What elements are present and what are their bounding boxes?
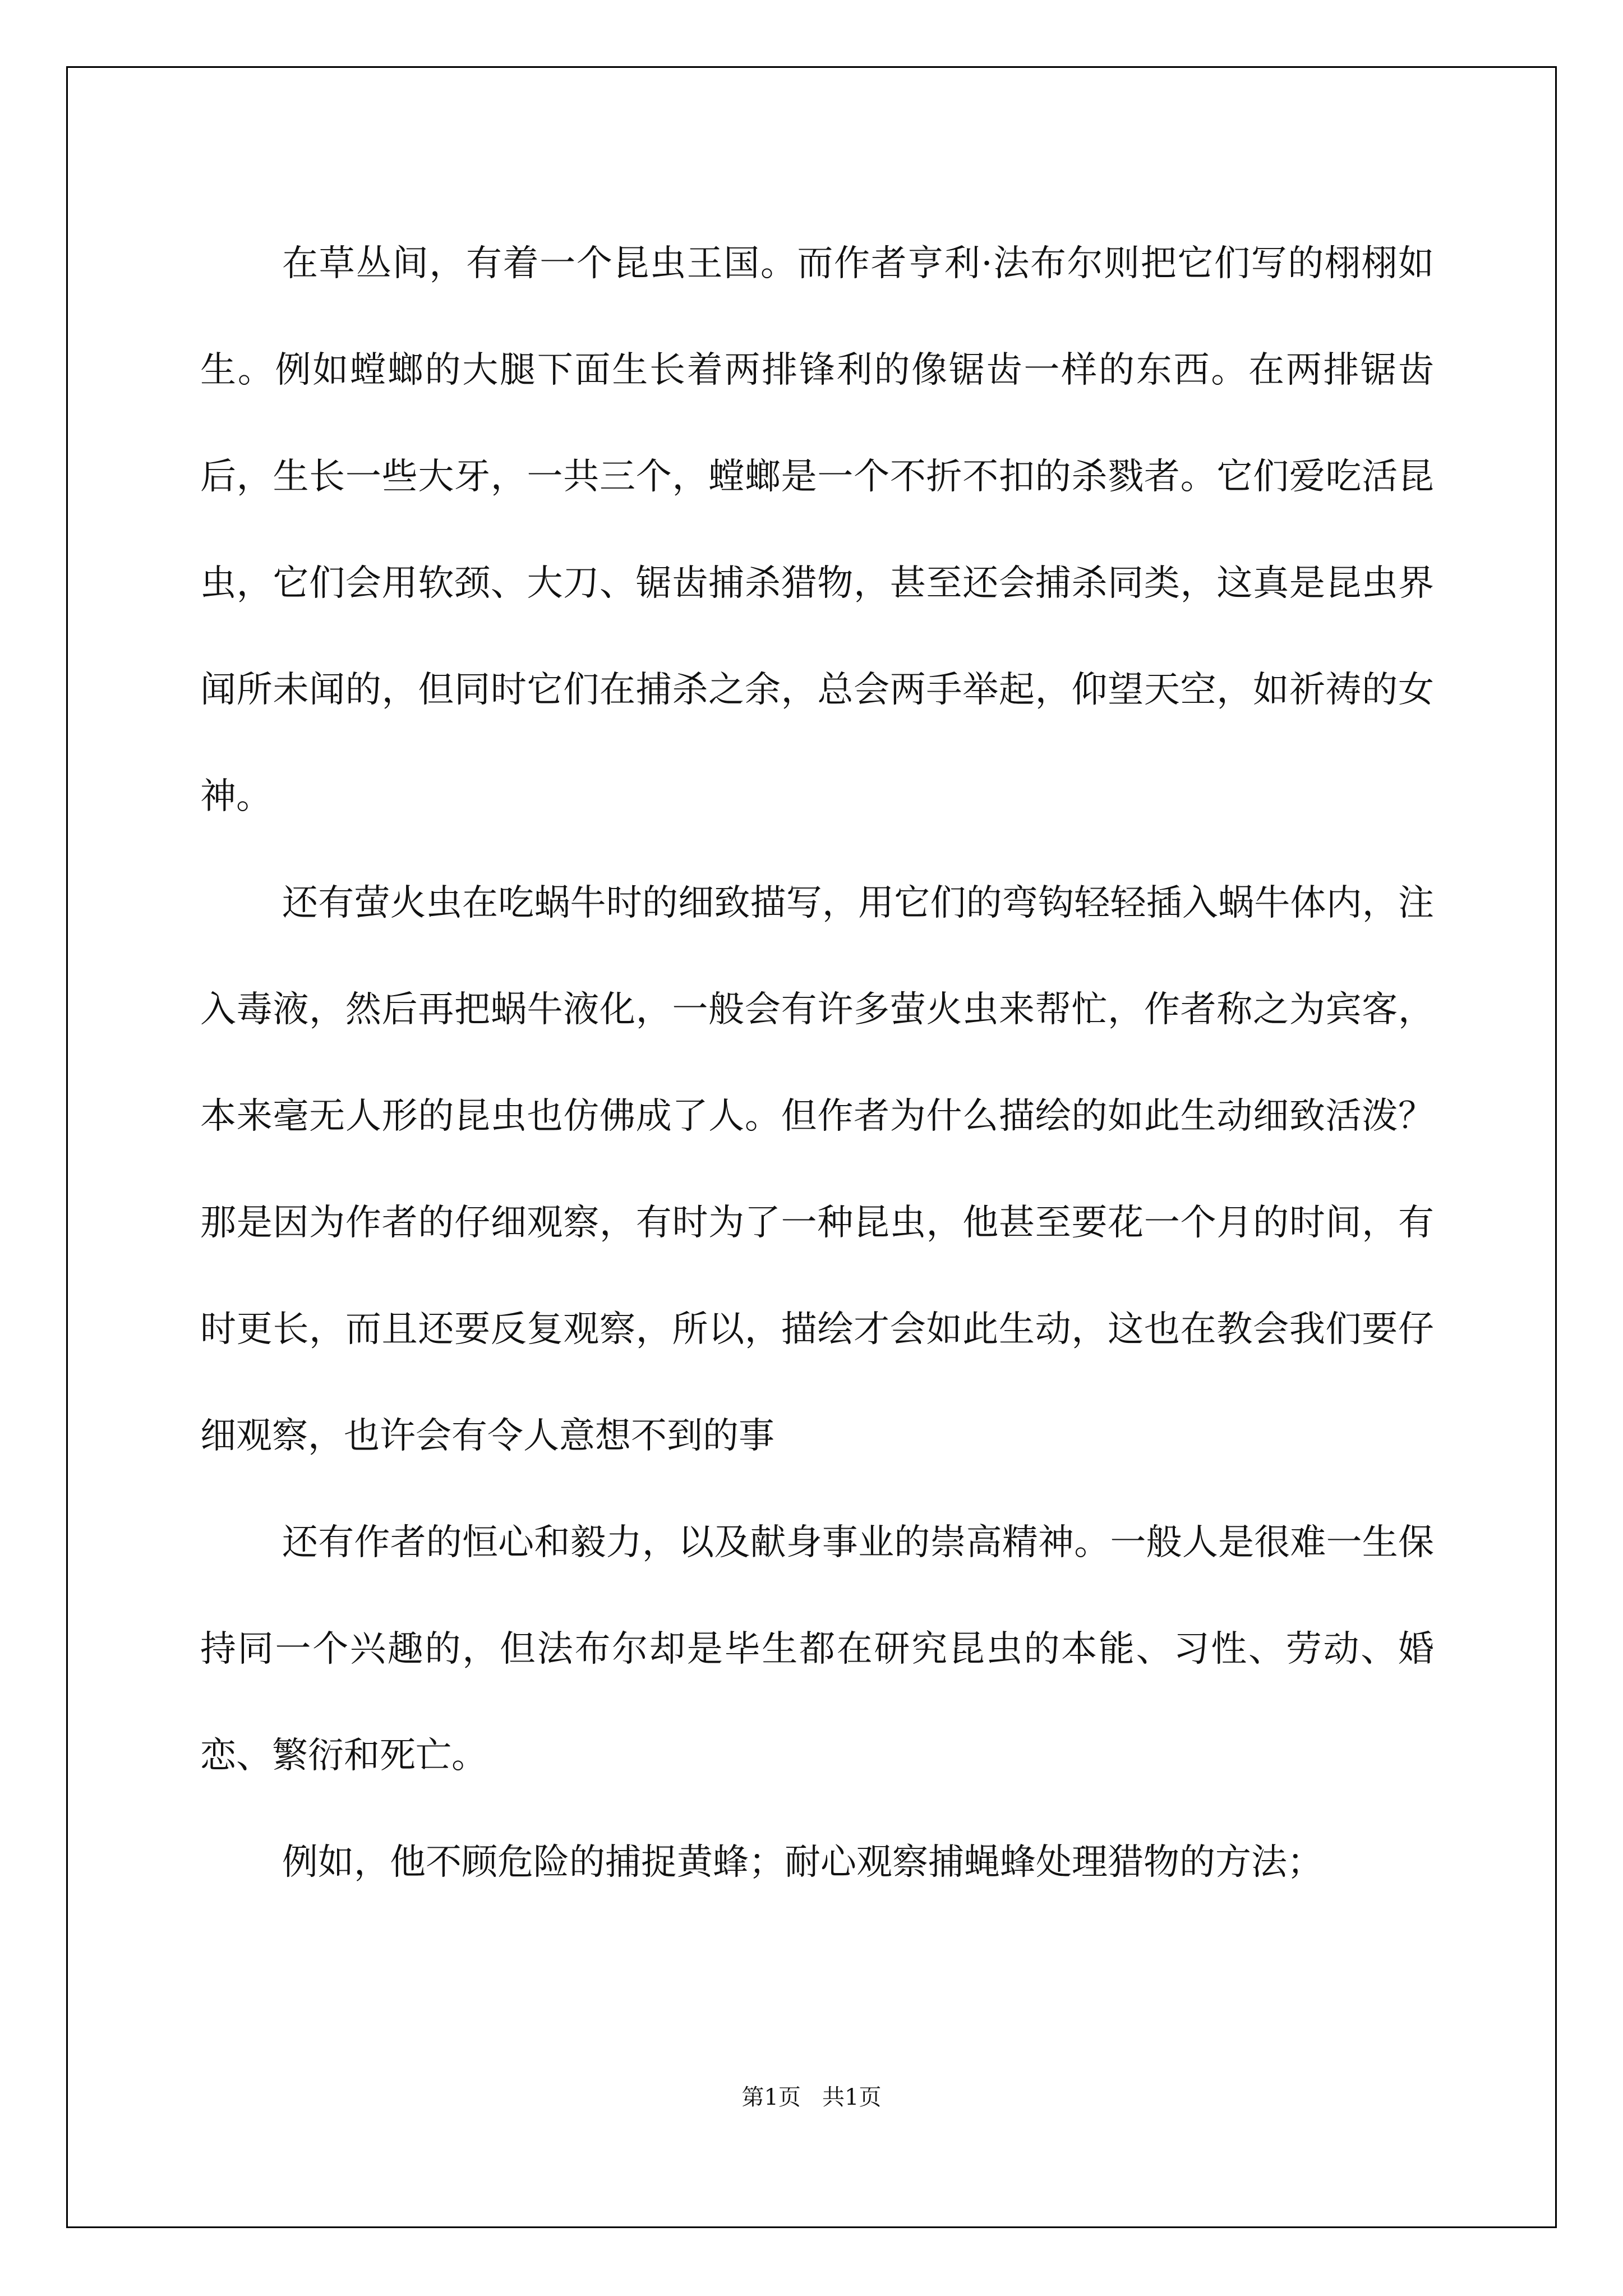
paragraph-4: 例如，他不顾危险的捕捉黄蜂；耐心观察捕蝇蜂处理猎物的方法； [282, 1842, 1323, 1883]
paragraph-1: 在草丛间，有着一个昆虫王国。而作者亨利·法布尔则把它们写的栩栩如生。例如螳螂的大腿下面生长着两排锋利的像锯齿一样的东西。在两排锯齿后，生长一些大牙，一共三个，螳螂是一个不折不扣的杀戮者。它们爱吃活昆虫，它们会用软颈、大刀、锯齿捕杀猎物，甚至还会捕杀同类，这真是昆虫界闻所未闻的，但同时它们在捕杀之余，总会两手举起，仰望天空，如祈祷的女神。 [200, 243, 1434, 817]
page-number-footer: 第1页 共1页 [741, 2085, 882, 2110]
paragraph-3: 还有作者的恒心和毅力，以及献身事业的崇高精神。一般人是很难一生保持同一个兴趣的，但法布尔却是毕生都在研究昆虫的本能、习性、劳动、婚恋、繁衍和死亡。 [200, 1522, 1434, 1777]
document-body [200, 210, 1434, 1916]
paragraph-2: 还有萤火虫在吃蜗牛时的细致描写，用它们的弯钩轻轻插入蜗牛体内，注入毒液，然后再把蜗牛液化，一般会有许多萤火虫来帮忙，作者称之为宾客，本来毫无人形的昆虫也仿佛成了人。但作者为什么描绘的如此生动细致活泼？那是因为作者的仔细观察，有时为了一种昆虫，他甚至要花一个月的时间，有时更长，而且还要反复观察，所以，描绘才会如此生动，这也在教会我们要仔细观察，也许会有令人意想不到的事 [200, 882, 1434, 1457]
